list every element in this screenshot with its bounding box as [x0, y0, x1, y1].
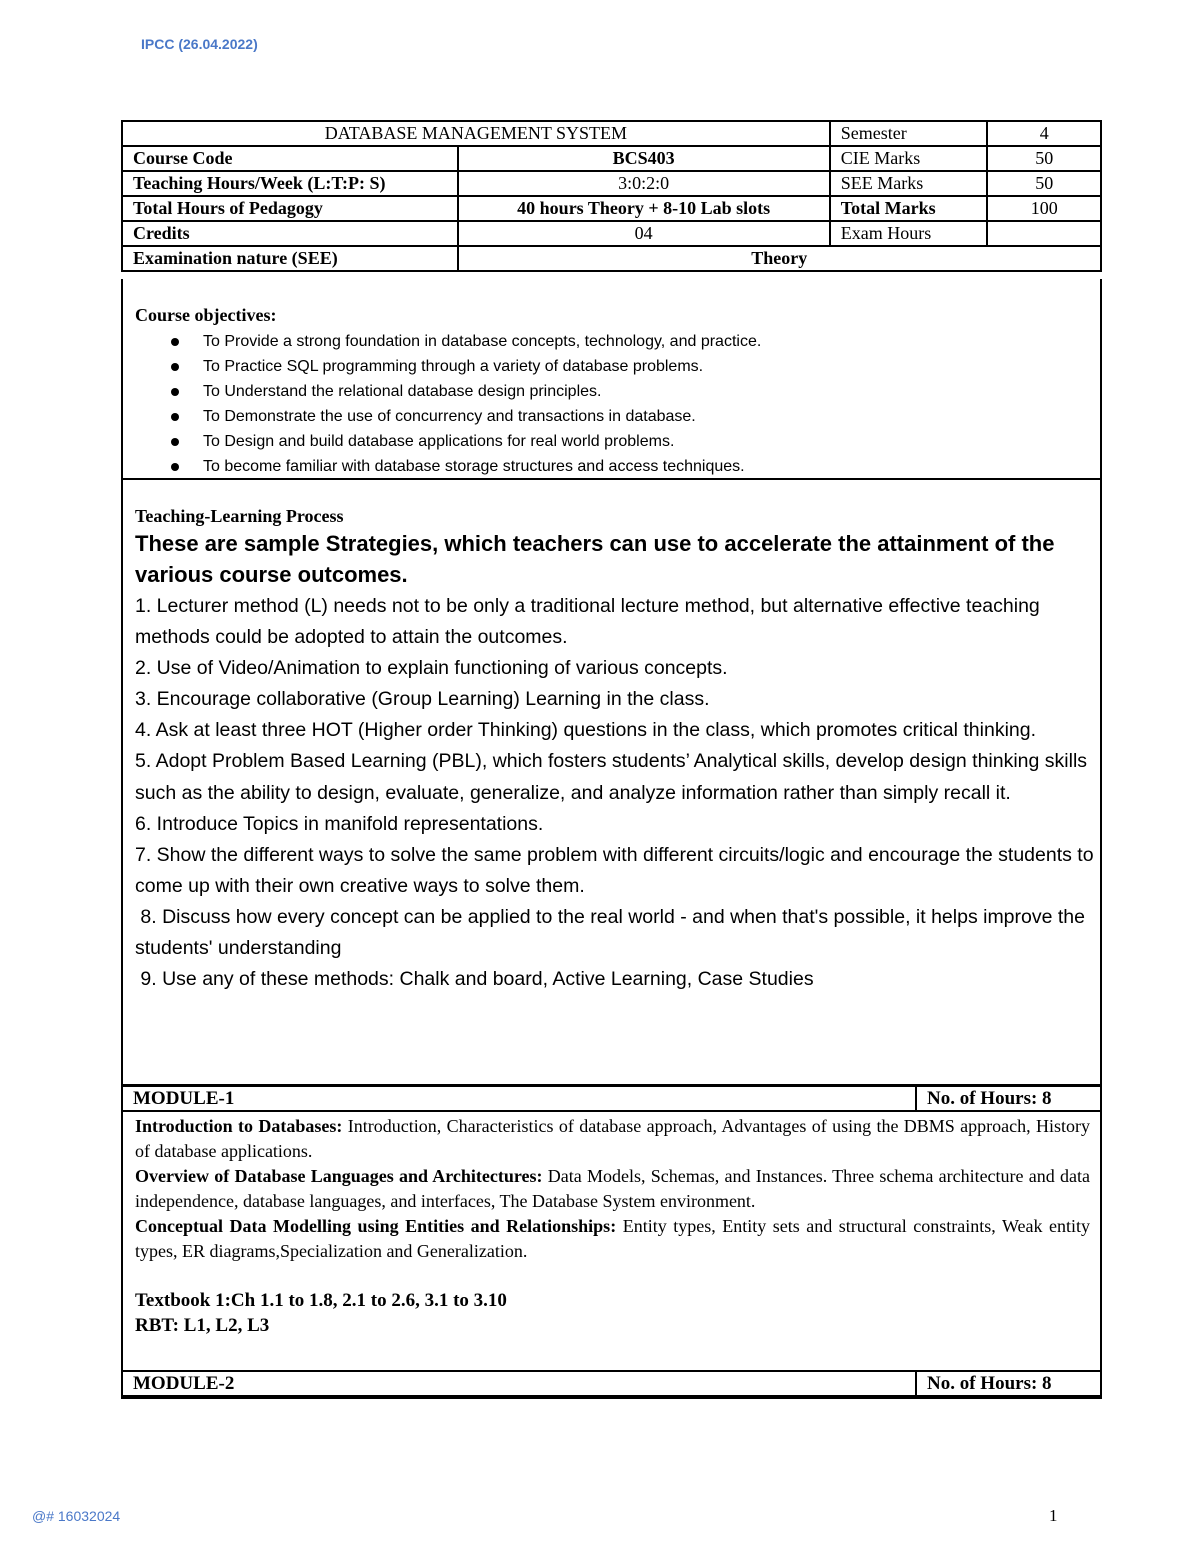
list-item	[165, 379, 761, 404]
objective-text: To Provide a strong foundation in database concepts, technology, and practice.	[203, 333, 762, 350]
objectives-list	[165, 329, 761, 479]
row-value: 40 hours Theory + 8-10 Lab slots	[458, 196, 830, 221]
bullet-icon	[171, 388, 179, 396]
row-key-value: 50	[987, 171, 1101, 196]
table-row	[122, 171, 1101, 196]
module-1-hours: No. of Hours: 8	[916, 1086, 1101, 1111]
row-key: SEE Marks	[830, 171, 988, 196]
list-item: 2. Use of Video/Animation to explain functioning of various concepts.	[135, 657, 728, 680]
list-item	[165, 429, 761, 454]
document-header-code: IPCC (26.04.2022)	[141, 36, 258, 52]
row-value: 04	[458, 221, 830, 246]
bullet-icon	[171, 338, 179, 346]
row-value: BCS403	[458, 146, 830, 171]
row-label: Credits	[122, 221, 458, 246]
section-heading: Conceptual Data Modelling using Entities and Relationships:	[135, 1216, 617, 1236]
textbook-reference: Textbook 1:Ch 1.1 to 1.8, 2.1 to 2.6, 3.1 to 3.10	[135, 1290, 507, 1311]
list-item	[165, 454, 761, 479]
row-key-value: 50	[987, 146, 1101, 171]
rbt-levels: RBT: L1, L2, L3	[135, 1315, 270, 1336]
list-item	[165, 354, 761, 379]
teaching-learning-title: Teaching-Learning Process	[135, 506, 344, 526]
row-value: 3:0:2:0	[458, 171, 830, 196]
objective-text: To become familiar with database storage structures and access techniques.	[203, 458, 745, 475]
row-key-value: 100	[987, 196, 1101, 221]
row-key: Total Marks	[830, 196, 988, 221]
module-2-hours: No. of Hours: 8	[916, 1371, 1101, 1396]
module-1-header	[121, 1085, 1102, 1112]
module-1-title: MODULE-1	[122, 1086, 916, 1111]
objective-text: To Understand the relational database design principles.	[203, 383, 602, 400]
table-row	[122, 196, 1101, 221]
section-body: Introduction, Characteristics of database approach, Advantages of using the DBMS approach, History of database applications.	[135, 1116, 1090, 1161]
page-number: 1	[1049, 1506, 1058, 1525]
table-row	[122, 221, 1101, 246]
semester-label: Semester	[830, 121, 988, 146]
list-item: 7. Show the different ways to solve the same problem with different circuits/logic and encourage the students to come up with their own creative ways to solve them.	[135, 843, 1094, 897]
module-section	[135, 1214, 1090, 1264]
section-body: Data Models, Schemas, and Instances. Three schema architecture and data independence, database languages, and interfaces, The Database System environment.	[135, 1166, 1090, 1211]
teaching-learning-section	[121, 478, 1102, 1086]
exam-nature-value: Theory	[458, 246, 1101, 271]
bullet-icon	[171, 413, 179, 421]
course-objectives-section	[121, 279, 1102, 480]
module-1-content	[121, 1111, 1102, 1399]
module-2-title: MODULE-2	[122, 1371, 916, 1396]
module-section	[135, 1164, 1090, 1214]
row-key: CIE Marks	[830, 146, 988, 171]
section-body: Entity types, Entity sets and structural constraints, Weak entity types, ER diagrams,Specialization and Generalization.	[135, 1216, 1090, 1261]
row-key: Exam Hours	[830, 221, 988, 246]
footer-id: @# 16032024	[32, 1508, 121, 1524]
bullet-icon	[171, 463, 179, 471]
section-heading: Introduction to Databases:	[135, 1116, 343, 1136]
module-1-text	[135, 1114, 1090, 1264]
table-row	[122, 1086, 1101, 1111]
teaching-learning-lead: These are sample Strategies, which teachers can use to accelerate the attainment of the various course outcomes.	[135, 531, 1055, 587]
row-key-value	[987, 221, 1101, 246]
table-row	[122, 1371, 1101, 1396]
table-row	[122, 121, 1101, 146]
list-item: 3. Encourage collaborative (Group Learning) Learning in the class.	[135, 688, 710, 711]
module-2-header	[121, 1370, 1102, 1397]
objective-text: To Design and build database applications for real world problems.	[203, 433, 675, 450]
list-item	[165, 329, 761, 354]
list-item: 5. Adopt Problem Based Learning (PBL), which fosters students’ Analytical skills, develop design thinking skills such as the ability to design, evaluate, generalize, and analyze information rather than simply recall it.	[135, 750, 1088, 804]
section-heading: Overview of Database Languages and Architectures:	[135, 1166, 543, 1186]
course-info-table	[121, 120, 1102, 272]
objective-text: To Practice SQL programming through a variety of database problems.	[203, 358, 704, 375]
teaching-learning-list	[135, 591, 1095, 995]
bullet-icon	[171, 438, 179, 446]
semester-value: 4	[987, 121, 1101, 146]
course-title: DATABASE MANAGEMENT SYSTEM	[122, 121, 830, 146]
row-label: Teaching Hours/Week (L:T:P: S)	[122, 171, 458, 196]
list-item	[165, 404, 761, 429]
exam-nature-label: Examination nature (SEE)	[122, 246, 458, 271]
table-row	[122, 146, 1101, 171]
module-section	[135, 1114, 1090, 1164]
list-item: 6. Introduce Topics in manifold representations.	[135, 812, 544, 835]
row-label: Total Hours of Pedagogy	[122, 196, 458, 221]
list-item: 1. Lecturer method (L) needs not to be only a traditional lecture method, but alternative effective teaching methods could be adopted to attain the outcomes.	[135, 595, 1040, 649]
bullet-icon	[171, 363, 179, 371]
objective-text: To Demonstrate the use of concurrency and transactions in database.	[203, 408, 696, 425]
list-item: 4. Ask at least three HOT (Higher order Thinking) questions in the class, which promotes critical thinking.	[135, 719, 1037, 742]
row-label: Course Code	[122, 146, 458, 171]
table-row	[122, 246, 1101, 271]
module-1-references	[135, 1288, 507, 1338]
list-item: 9. Use any of these methods: Chalk and board, Active Learning, Case Studies	[135, 968, 814, 991]
objectives-title: Course objectives:	[135, 305, 277, 325]
list-item: 8. Discuss how every concept can be applied to the real world - and when that's possible, it helps improve the students' understanding	[135, 905, 1091, 960]
